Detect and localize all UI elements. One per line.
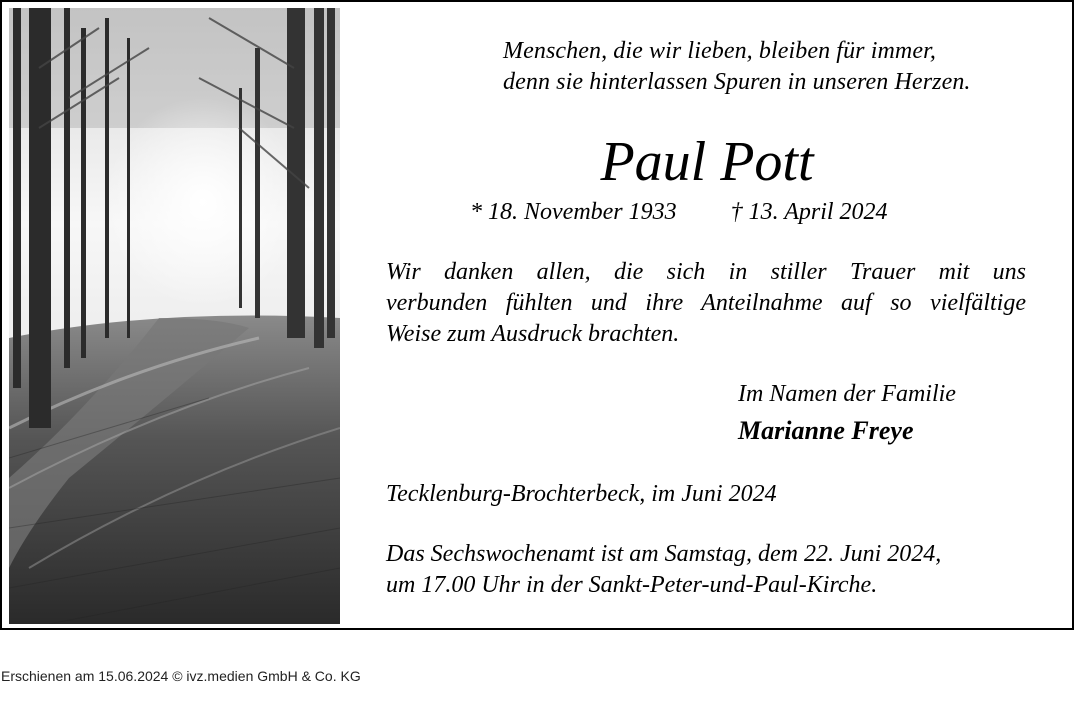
life-dates: * 18. November 1933 † 13. April 2024: [470, 199, 888, 225]
thanks-line: verbunden fühlten und ihre Anteilnahme auf so vielfältige: [386, 290, 1026, 316]
thanks-line: Wir danken allen, die sich in stiller Trauer mit uns: [386, 259, 1026, 285]
quote-line: Menschen, die wir lieben, bleiben für immer,: [503, 38, 936, 64]
thanks-line: Weise zum Ausdruck brachten.: [386, 321, 680, 347]
deceased-name: Paul Pott: [600, 131, 814, 193]
service-line: um 17.00 Uhr in der Sankt-Peter-und-Paul-Kirche.: [386, 572, 878, 598]
memorial-quote: [503, 36, 971, 98]
place-date: Tecklenburg-Brochterbeck, im Juni 2024: [386, 481, 777, 507]
signer-name: Marianne Freye: [738, 416, 914, 445]
publication-footer: Erschienen am 15.06.2024 © ivz.medien GmbH & Co. KG: [1, 668, 361, 684]
forest-path-photo: [9, 8, 340, 624]
thanks-paragraph: [386, 257, 1026, 350]
service-info: [386, 539, 941, 601]
quote-line: denn sie hinterlassen Spuren in unseren Herzen.: [503, 69, 971, 95]
on-behalf-label: Im Namen der Familie: [738, 381, 956, 407]
service-line: Das Sechswochenamt ist am Samstag, dem 22. Juni 2024,: [386, 541, 942, 567]
